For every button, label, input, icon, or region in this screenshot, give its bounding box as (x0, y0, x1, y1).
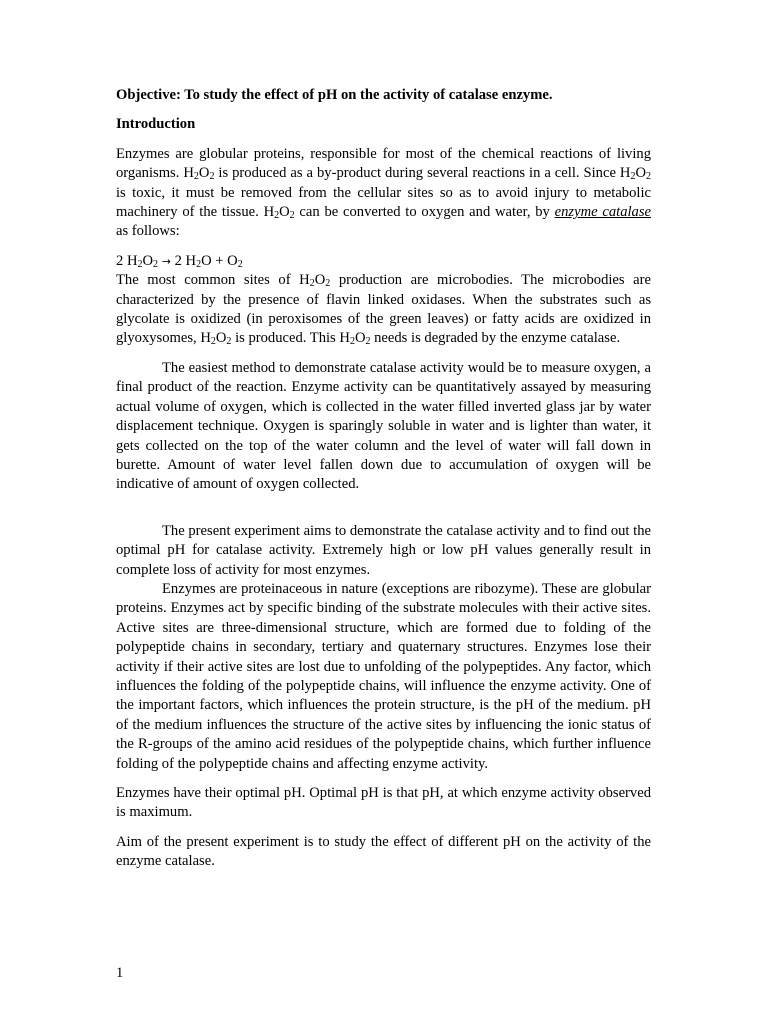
document-page (116, 86, 651, 872)
h2o2-formula: $H_2O_2$ (200, 330, 232, 348)
enzyme-catalase-emphasis: enzyme catalase (554, 204, 651, 221)
intro-paragraph-4: The present experiment aims to demonstrate the catalase activity and to find out the optimal pH for catalase activity. Extremely high or low pH values generally result in complete loss of activity for most enzymes. (116, 522, 651, 578)
h2o2-formula: $H_2O_2$ (263, 204, 295, 222)
reaction-equation: 2 $H_2O_2 \to 2$ $H_2O + O_2$ (116, 252, 243, 270)
intro-paragraph-5: Enzymes are proteinaceous in nature (exceptions are ribozyme). These are globular proteins. Enzymes act by specific binding of the substrate molecules with their active sites. Active sites are three-dimensional structure, which are formed due to folding of the polypeptide chains in secondary, tertiary and quaternary structures. Enzymes lose their activity if their active sites are lost due to unfolding of the polypeptides. Any factor, which influences the folding of the polypeptide chains, will influence the enzyme activity. One of the important factors, which influences the protein structure, is the pH of the medium. pH of the medium influences the structure of the active sites by influencing the ionic status of the R-groups of the amino acid residues of the polypeptide chains, which further influence folding of the polypeptide chains and affecting enzyme activity. (116, 580, 651, 772)
h2o2-formula: $H_2O_2$ (339, 330, 371, 348)
intro-paragraph-1: Enzymes are globular proteins, responsible for most of the chemical reactions of living organisms. $H_2O_2$ is produced as a by-product during several reactions in a cell. Since $H_2O_2$ is toxic, it must be removed from the cellular sites so as to avoid injury to metabolic machinery of the tissue. $H_2O_2$ can be converted to oxygen and water, by enzyme catalase as follows: (116, 145, 651, 240)
intro-paragraph-2: The most common sites of $H_2O_2$ production are microbodies. The microbodies are characterized by the presence of flavin linked oxidases. When the substrates such as glycolate is oxidized (in peroxisomes of the green leaves) or fatty acids are oxidized in glyoxysomes, $H_2O_2$ is produced. This $H_2O_2$ needs is degraded by the enzyme catalase. (116, 272, 651, 348)
page-number: 1 (116, 965, 124, 981)
h2o2-formula: $H_2O_2$ (299, 272, 331, 290)
intro-paragraph-7: Aim of the present experiment is to study the effect of different pH on the activity of the enzyme catalase. (116, 833, 651, 870)
intro-paragraph-3: The easiest method to demonstrate catalase activity would be to measure oxygen, a final product of the reaction. Enzyme activity can be quantitatively assayed by measuring actual volume of oxygen, which is collected in the water filled inverted glass jar by water displacement technique. Oxygen is sparingly soluble in water and is lighter than water, it gets collected on the top of the water column and the level of water will fall down in burette. Amount of water level fallen down due to accumulation of oxygen will be indicative of amount of oxygen collected. (116, 359, 651, 493)
objective-heading: Objective: To study the effect of pH on the activity of catalase enzyme. (116, 87, 553, 103)
h2o2-formula: $H_2O_2$ (619, 165, 651, 183)
reaction-arrow-icon: → (161, 254, 171, 268)
h2o2-formula: $H_2O_2$ (183, 165, 215, 183)
introduction-heading: Introduction (116, 116, 196, 133)
intro-paragraph-6: Enzymes have their optimal pH. Optimal pH is that pH, at which enzyme activity observed is maximum. (116, 785, 651, 821)
